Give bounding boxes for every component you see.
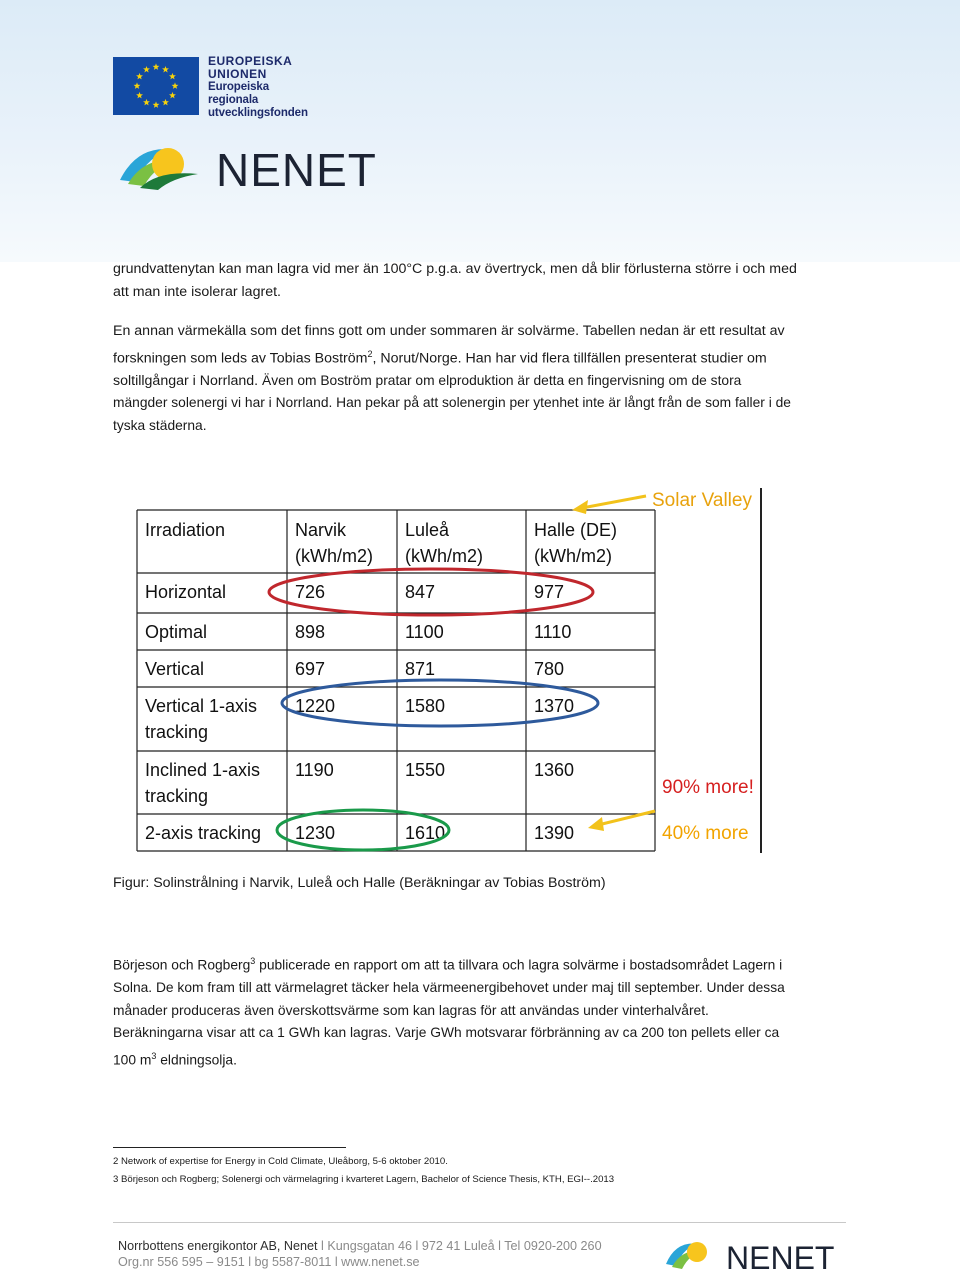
footer-wordmark: NENET	[726, 1240, 835, 1272]
p2-line-2-post: , Norut/Norge. Han har vid flera tillfällen presenterat studier om	[372, 350, 767, 367]
p3-line-1-post: publicerade en rapport om att ta tillvara och lagra solvärme i bostadsområdet Lagern i	[255, 957, 783, 973]
table-header-cell: Irradiation	[145, 520, 226, 540]
irradiation-figure	[0, 478, 960, 863]
table-cell-narvik: 1190	[295, 760, 334, 780]
paragraph-3	[113, 950, 848, 1072]
eu-line-2: UNIONEN	[208, 67, 267, 81]
paragraph-1	[113, 258, 848, 303]
footnote-divider	[113, 1147, 346, 1148]
table-cell-halle: 1110	[534, 622, 572, 642]
eu-line-4: regionala	[208, 94, 259, 106]
table-cell-lulea: 1580	[405, 696, 446, 716]
ninety-more-label: 90% more!	[662, 777, 754, 798]
forty-more-arrow	[598, 811, 655, 825]
p1-line-1: grundvattenytan kan man lagra vid mer än 100°C p.g.a. av övertryck, men då blir förlusterna större i och med	[113, 261, 797, 277]
p3-line-1-pre: Börjeson och Rogberg	[113, 957, 251, 973]
table-cell-halle: 1370	[534, 696, 575, 716]
p3-line-2: Solna. De kom fram till att värmelagret täcker hela värmeenergibehovet under maj till september. Under dessa	[113, 980, 785, 996]
solar-valley-arrowhead-icon	[572, 500, 588, 514]
table-row-label: Vertical 1-axis	[145, 696, 258, 716]
table-row-label: Optimal	[145, 622, 208, 642]
p3-line-5-pre: 100 m	[113, 1052, 152, 1068]
table-cell-halle: 1390	[534, 823, 575, 843]
footer-line-2: Org.nr 556 595 – 9151 l bg 5587-8011 l www.nenet.se	[118, 1255, 420, 1269]
solar-valley-arrow	[582, 496, 646, 508]
table-cell-lulea: 847	[405, 582, 436, 602]
header-band	[0, 0, 960, 262]
eu-logo-text	[208, 55, 308, 120]
table-cell-halle: 1360	[534, 760, 575, 780]
footer-address: Kungsgatan 46 l 972 41 Luleå l Tel 0920-200 260	[327, 1239, 602, 1253]
table-header-cell: (kWh/m2)	[295, 546, 373, 566]
p2-line-3-b: Även om Boström pratar om elproduktion är detta en fingervisning om de stora	[262, 372, 742, 388]
p2-line-4: mängder solenergi vi har i Norrland. Han pekar på att solenergin per ytenhet inte är långt från de som faller i de	[113, 395, 791, 411]
solar-valley-label: Solar Valley	[652, 490, 752, 511]
footer-line-1	[118, 1238, 602, 1254]
table-cell-narvik: 726	[295, 582, 326, 602]
table-cell-lulea: 1100	[405, 622, 444, 642]
eu-line-3: Europeiska	[208, 81, 269, 93]
table-row-label: tracking	[145, 786, 209, 806]
table-cell-narvik: 697	[295, 659, 326, 679]
table-cell-halle: 780	[534, 659, 565, 679]
nenet-wordmark: NENET	[216, 144, 377, 192]
table-header-cell: (kWh/m2)	[534, 546, 612, 566]
footer-divider	[113, 1222, 846, 1223]
forty-more-label: 40% more	[662, 823, 749, 844]
table-row-label: Vertical	[145, 659, 205, 679]
footer-separator: l	[317, 1239, 328, 1253]
table-cell-halle: 977	[534, 582, 565, 602]
p3-line-3: månader produceras även överskottsvärme som kan lagras för att användas under vinterhalvåret.	[113, 1002, 709, 1018]
p2-line-2-pre: forskningen som leds av Tobias Boström	[113, 350, 368, 367]
table-header-cell: (kWh/m2)	[405, 546, 483, 566]
table-cell-narvik: 1230	[295, 823, 336, 843]
eu-line-5: utvecklingsfonden	[208, 107, 308, 119]
table-cell-lulea: 1550	[405, 760, 446, 780]
forty-more-arrowhead-icon	[588, 817, 604, 831]
p2-line-3-a: soltillgångar i Norrland.	[113, 372, 263, 389]
footer-sun-icon	[687, 1242, 707, 1262]
table-cell-narvik: 1220	[295, 696, 336, 716]
footer-text	[118, 1238, 602, 1270]
table-row-label: tracking	[145, 722, 209, 742]
footnote-2: 2 Network of expertise for Energy in Cold Climate, Uleåborg, 5-6 oktober 2010.	[113, 1156, 448, 1167]
figure-caption: Figur: Solinstrålning i Narvik, Luleå och Halle (Beräkningar av Tobias Boström)	[113, 875, 606, 891]
eu-stars-icon	[113, 57, 199, 115]
table-row-label: 2-axis tracking	[145, 823, 262, 843]
nenet-logo	[118, 140, 398, 192]
table-header-cell: Narvik	[295, 520, 347, 540]
footnote-3: 3 Börjeson och Rogberg; Solenergi och värmelagring i kvarteret Lagern, Bachelor of Science Thesis, KTH, EGI--.2013	[113, 1174, 615, 1185]
p2-line-5: tyska städerna.	[113, 417, 207, 433]
eu-line-1: EUROPEISKA	[208, 54, 293, 68]
p3-line-5-post: eldningsolja.	[156, 1052, 237, 1068]
footnote-ref-2: 2	[367, 348, 373, 359]
table-header-cell: Luleå	[405, 520, 450, 540]
table-cell-narvik: 898	[295, 622, 326, 642]
p2-line-1: En annan värmekälla som det finns gott om under sommaren är solvärme. Tabellen nedan är ett resultat av	[113, 323, 785, 339]
paragraph-2	[113, 320, 848, 437]
p1-line-2: att man inte isolerar lagret.	[113, 283, 281, 300]
eu-flag-logo	[113, 57, 199, 115]
table-row-label: Inclined 1-axis	[145, 760, 261, 780]
footnote-ref-3: 3	[250, 956, 256, 966]
p3-line-5-sup: 3	[151, 1050, 157, 1061]
table-row-label: Horizontal	[145, 582, 227, 602]
table-cell-lulea: 871	[405, 659, 436, 679]
p3-line-4: Beräkningarna visar att ca 1 GWh kan lagras. Varje GWh motsvarar förbränning av ca 200 ton pellets eller ca	[113, 1025, 780, 1041]
footer-nenet-logo	[664, 1236, 852, 1272]
footer-org: Norrbottens energikontor AB, Nenet	[118, 1239, 318, 1253]
table-header-cell: Halle (DE)	[534, 520, 618, 540]
table-cell-lulea: 1610	[405, 823, 446, 843]
